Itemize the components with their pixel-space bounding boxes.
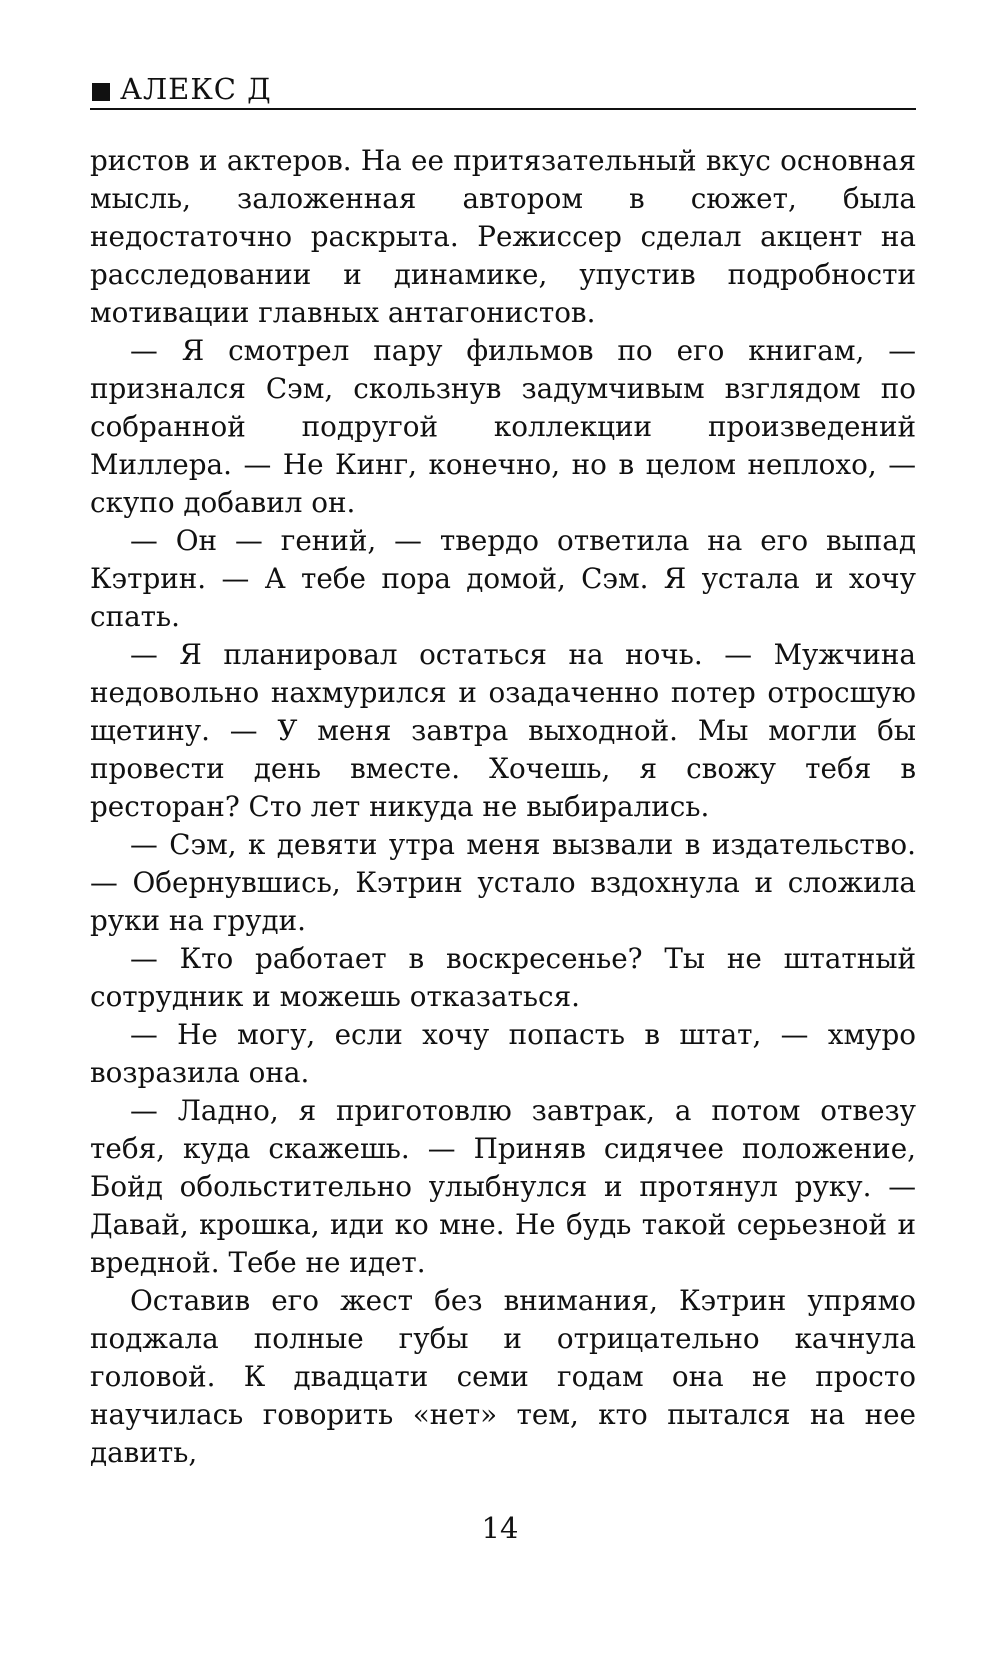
body-text bbox=[90, 142, 916, 1472]
paragraph: — Сэм, к девяти утра меня вызвали в издательство. — Обернувшись, Кэтрин устало вздохнула и сложила руки на груди. bbox=[90, 828, 916, 937]
header-square-icon bbox=[92, 83, 110, 101]
paragraph: ристов и актеров. На ее притязательный вкус основная мысль, заложенная автором в сюжет, была недостаточно раскрыта. Режиссер сделал акцент на расследовании и динамике, упустив подробности мотивации главных антагонистов. bbox=[90, 144, 916, 329]
paragraph: — Он — гений, — твердо ответила на его выпад Кэтрин. — А тебе пора домой, Сэм. Я устала и хочу спать. bbox=[90, 524, 916, 633]
paragraph: — Не могу, если хочу попасть в штат, — хмуро возразила она. bbox=[90, 1018, 916, 1089]
page-number: 14 bbox=[481, 1511, 519, 1545]
paragraph: — Я смотрел пару фильмов по его книгам, — признался Сэм, скользнув задумчивым взглядом по собранной подругой коллекции произведений Миллера. — Не Кинг, конечно, но в целом неплохо, — скупо добавил он. bbox=[90, 334, 916, 519]
paragraph: — Я планировал остаться на ночь. — Мужчина недовольно нахмурился и озадаченно потер отросшую щетину. — У меня завтра выходной. Мы могли бы провести день вместе. Хочешь, я свожу тебя в ресторан? Сто лет никуда не выбирались. bbox=[90, 638, 916, 823]
paragraph: Оставив его жест без внимания, Кэтрин упрямо поджала полные губы и отрицательно качнула головой. К двадцати семи годам она не просто научилась говорить «нет» тем, кто пытался на нее давить, bbox=[90, 1284, 916, 1469]
header-author: АЛЕКС Д bbox=[120, 72, 272, 106]
paragraph: — Кто работает в воскресенье? Ты не штатный сотрудник и можешь отказаться. bbox=[90, 942, 916, 1013]
paragraph: — Ладно, я приготовлю завтрак, а потом отвезу тебя, куда скажешь. — Приняв сидячее положение, Бойд обольстительно улыбнулся и протянул руку. — Давай, крошка, иди ко мне. Не будь такой серьезной и вредной. Тебе не идет. bbox=[90, 1094, 916, 1279]
running-header bbox=[90, 68, 916, 110]
